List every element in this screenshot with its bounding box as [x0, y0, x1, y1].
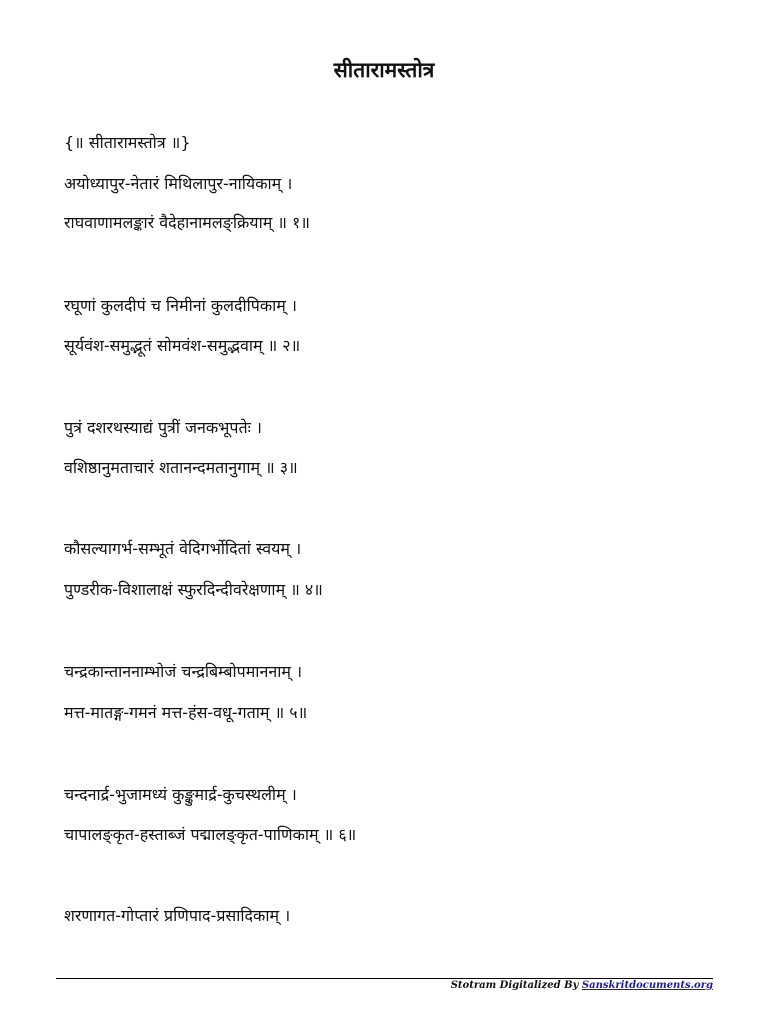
- verse-line: रघूणां कुलदीपं च निमीनां कुलदीपिकाम् ।: [64, 296, 297, 315]
- verse-line: राघवाणामलङ्कारं वैदेहानामलङ्क्रियाम् ॥ १॥: [64, 213, 310, 232]
- verse-line: मत्त-मातङ्ग-गमनं मत्त-हंस-वधू-गताम् ॥ ५॥: [64, 703, 308, 722]
- verse-line: पुत्रं दशरथस्याद्यं पुत्रीं जनकभूपतेः ।: [64, 418, 262, 437]
- verse-line: शरणागत-गोप्तारं प्रणिपाद-प्रसादिकाम् ।: [64, 906, 291, 925]
- verse-heading: {॥ सीतारामस्तोत्र ॥}: [64, 133, 191, 152]
- footer-link[interactable]: Sanskritdocuments.org: [581, 980, 713, 991]
- verse-line: अयोध्यापुर-नेतारं मिथिलापुर-नायिकाम् ।: [64, 174, 293, 193]
- verse-line: सूर्यवंश-समुद्भूतं सोमवंश-समुद्भवाम् ॥ २॥: [64, 336, 301, 355]
- verse-line: कौसल्यागर्भ-सम्भूतं वेदिगर्भोदितां स्वयम् ।: [64, 539, 302, 558]
- verse-line: वशिष्ठानुमताचारं शतानन्दमतानुगाम् ॥ ३॥: [64, 458, 298, 477]
- verse-line: चापालङ्कृत-हस्ताब्जं पद्मालङ्कृत-पाणिकाम् ॥ ६॥: [64, 825, 357, 844]
- verse-line: चन्दनार्द्र-भुजामध्यं कुङ्कुमार्द्र-कुचस्थलीम् ।: [64, 785, 297, 804]
- footer-prefix: Stotram Digitalized By: [450, 980, 579, 991]
- verse-line: पुण्डरीक-विशालाक्षं स्फुरदिन्दीवरेक्षणाम् ॥ ४॥: [64, 580, 323, 599]
- page-title: सीतारामस्तोत्र: [333, 58, 435, 82]
- footer-credit: [451, 979, 713, 993]
- verse-line: चन्द्रकान्ताननाम्भोजं चन्द्रबिम्बोपमाननाम् ।: [64, 662, 303, 681]
